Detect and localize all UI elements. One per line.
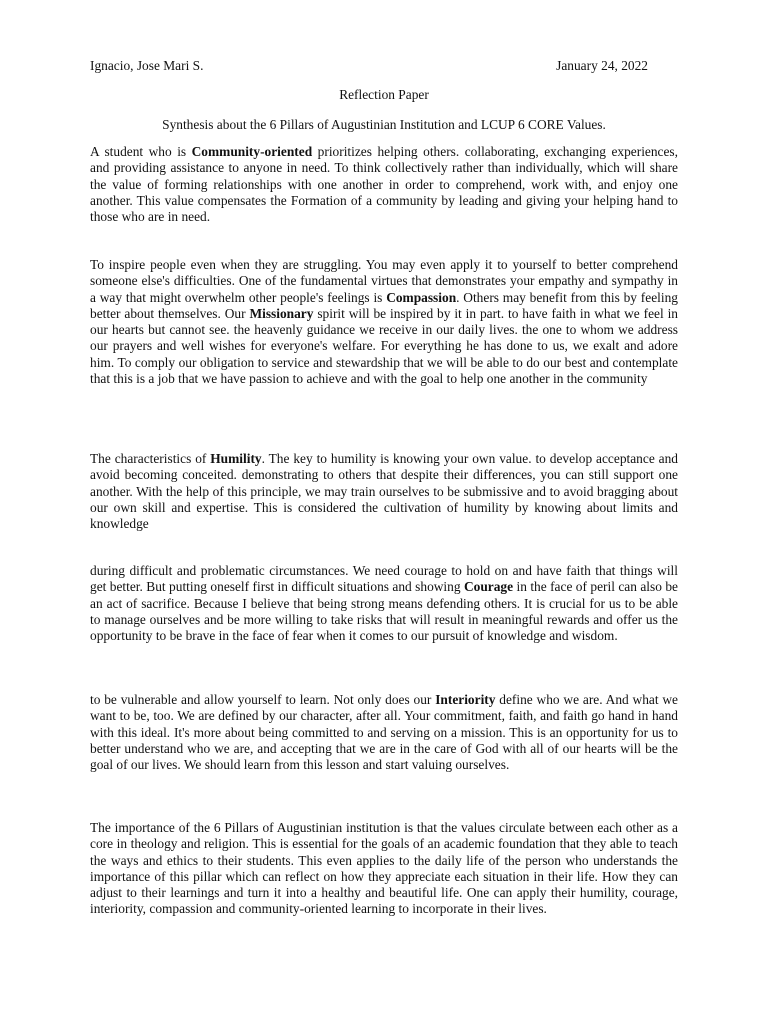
document-header bbox=[90, 56, 648, 76]
bold-term-interiority: Interiority bbox=[435, 692, 496, 707]
paragraph-text: The characteristics of bbox=[90, 451, 211, 466]
paragraph-text: to be vulnerable and allow yourself to learn. Not only does our bbox=[90, 692, 436, 707]
author-name: Ignacio, Jose Mari S. bbox=[90, 58, 204, 73]
bold-term-compassion: Compassion bbox=[386, 289, 457, 305]
document-subtitle: Synthesis about the 6 Pillars of Augustinian Institution and LCUP 6 CORE Values. bbox=[162, 117, 606, 132]
bold-term-missionary: Missionary bbox=[249, 305, 314, 321]
paragraph-compassion-missionary bbox=[90, 257, 678, 387]
paragraph-conclusion bbox=[90, 820, 678, 918]
paragraph-courage bbox=[90, 563, 678, 644]
paragraph-text: To inspire people even when they are struggling. You may even apply it to yourself to better comprehend someone else's difficulties. One of the fundamental virtues that demonstrates your empathy and sympathy in a way that might overwhelm other people's feelings is bbox=[90, 257, 678, 305]
paragraph-text: . Others may benefit from this by feeling better about themselves. Our bbox=[90, 289, 678, 321]
paragraph-community-oriented bbox=[90, 144, 678, 225]
bold-term-community-oriented: Community-oriented bbox=[191, 144, 313, 159]
paragraph-text: The importance of the 6 Pillars of Augustinian institution is that the values circulate between each other as a core in theology and religion. This is essential for the goals of an academic foundation that they able to teach the ways and ethics to their students. This even applies to the daily life of the person who understands the importance of this pillar which can reflect on how they appreciate each situation in their life. How they can adjust to their learnings and turn it into a healthy and beautiful life. One can apply their humility, courage, interiority, compassion and community-oriented learning to incorporate in their lives. bbox=[90, 820, 678, 917]
paragraph-text: spirit will be inspired by it in part. to have faith in what we feel in our hearts but cannot see. the heavenly guidance we receive in our daily lives. the one to whom we address our prayers and well wishes for everyone's welfare. For everything he has done to us, we exalt and adore him. To comply our obligation to service and stewardship that we will be able to do our best and contemplate that this is a job that we have passion to achieve and with the goal to help one another in the community bbox=[90, 305, 679, 387]
paragraph-text: in the face of peril can also be an act of sacrifice. Because I believe that being strong means defending others. It is crucial for us to be able to manage ourselves and be more willing to take risks that will result in meaningful rewards and offer us the opportunity to be brave in the face of fear when it comes to our pursuit of knowledge and wisdom. bbox=[90, 579, 678, 644]
bold-term-humility: Humility bbox=[210, 451, 262, 466]
bold-term-courage: Courage bbox=[463, 579, 514, 595]
paragraph-humility bbox=[90, 451, 678, 532]
paragraph-text: define who we are. And what we want to be, too. We are defined by our character, after all. Your commitment, faith, and faith go hand in hand with this ideal. It's more about being committed to and serving on a mission. This is an opportunity for us to better understand who we are, and accepting that we are in the care of God with all of our hearts will be the goal of our lives. We should learn from this lesson and start valuing ourselves. bbox=[90, 692, 678, 773]
paragraph-text: A student who is bbox=[90, 144, 192, 159]
document-title: Reflection Paper bbox=[339, 87, 429, 102]
paragraph-text: . The key to humility is knowing your own value. to develop acceptance and avoid becoming conceited. demonstrating to others that despite their differences, you can still support one another. With the help of this principle, we may train ourselves to be submissive and to avoid bragging about our own skill and expertise. This is considered the cultivation of humility by knowing about limits and knowledge bbox=[90, 451, 678, 532]
document-date: January 24, 2022 bbox=[556, 58, 648, 73]
paragraph-text: during difficult and problematic circumstances. We need courage to hold on and have faith that things will get better. But putting oneself first in difficult situations and showing bbox=[90, 563, 678, 595]
paragraph-interiority bbox=[90, 692, 678, 773]
paragraph-text: prioritizes helping others. collaborating, exchanging experiences, and providing assistance to anyone in need. To think collectively rather than individually, which will share the value of forming relationships with one another in order to comprehend, work with, and enjoy one another. This value compensates the Formation of a community by leading and giving your helping hand to those who are in need. bbox=[90, 144, 678, 225]
